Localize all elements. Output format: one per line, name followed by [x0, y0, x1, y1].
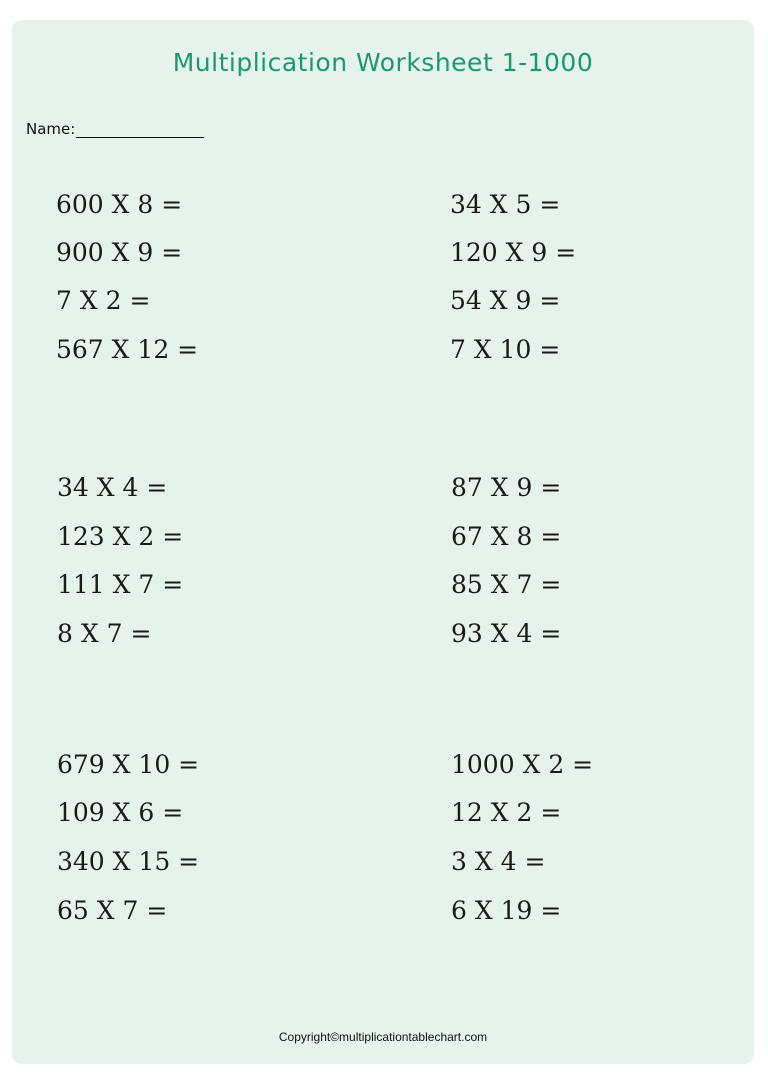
- name-blank-line[interactable]: [76, 121, 204, 138]
- problem-item: 120 X 9 =: [450, 238, 577, 267]
- problem-item: 7 X 10 =: [450, 335, 561, 364]
- problem-item: 600 X 8 =: [56, 190, 183, 219]
- problem-item: 8 X 7 =: [57, 619, 152, 648]
- problem-item: 34 X 5 =: [450, 190, 561, 219]
- problem-item: 67 X 8 =: [451, 522, 562, 551]
- problem-item: 1000 X 2 =: [451, 750, 594, 779]
- problem-item: 85 X 7 =: [451, 570, 562, 599]
- problem-item: 109 X 6 =: [57, 798, 184, 827]
- name-field[interactable]: [26, 120, 204, 138]
- problem-item: 3 X 4 =: [451, 847, 546, 876]
- problem-item: 123 X 2 =: [57, 522, 184, 551]
- problem-item: 65 X 7 =: [57, 896, 168, 925]
- problem-item: 900 X 9 =: [56, 238, 183, 267]
- problem-item: 7 X 2 =: [56, 286, 151, 315]
- problem-item: 111 X 7 =: [57, 570, 184, 599]
- problem-item: 6 X 19 =: [451, 896, 562, 925]
- worksheet-title: Multiplication Worksheet 1-1000: [172, 48, 594, 77]
- name-label: Name:: [26, 120, 76, 138]
- problem-item: 679 X 10 =: [57, 750, 200, 779]
- problem-item: 340 X 15 =: [57, 847, 200, 876]
- problem-item: 54 X 9 =: [450, 286, 561, 315]
- problem-item: 87 X 9 =: [451, 473, 562, 502]
- problem-item: 34 X 4 =: [57, 473, 168, 502]
- problem-item: 567 X 12 =: [56, 335, 199, 364]
- problem-item: 93 X 4 =: [451, 619, 562, 648]
- worksheet-sheet: [12, 20, 754, 1064]
- problem-item: 12 X 2 =: [451, 798, 562, 827]
- copyright-footer: Copyright©multiplicationtablechart.com: [278, 1030, 488, 1044]
